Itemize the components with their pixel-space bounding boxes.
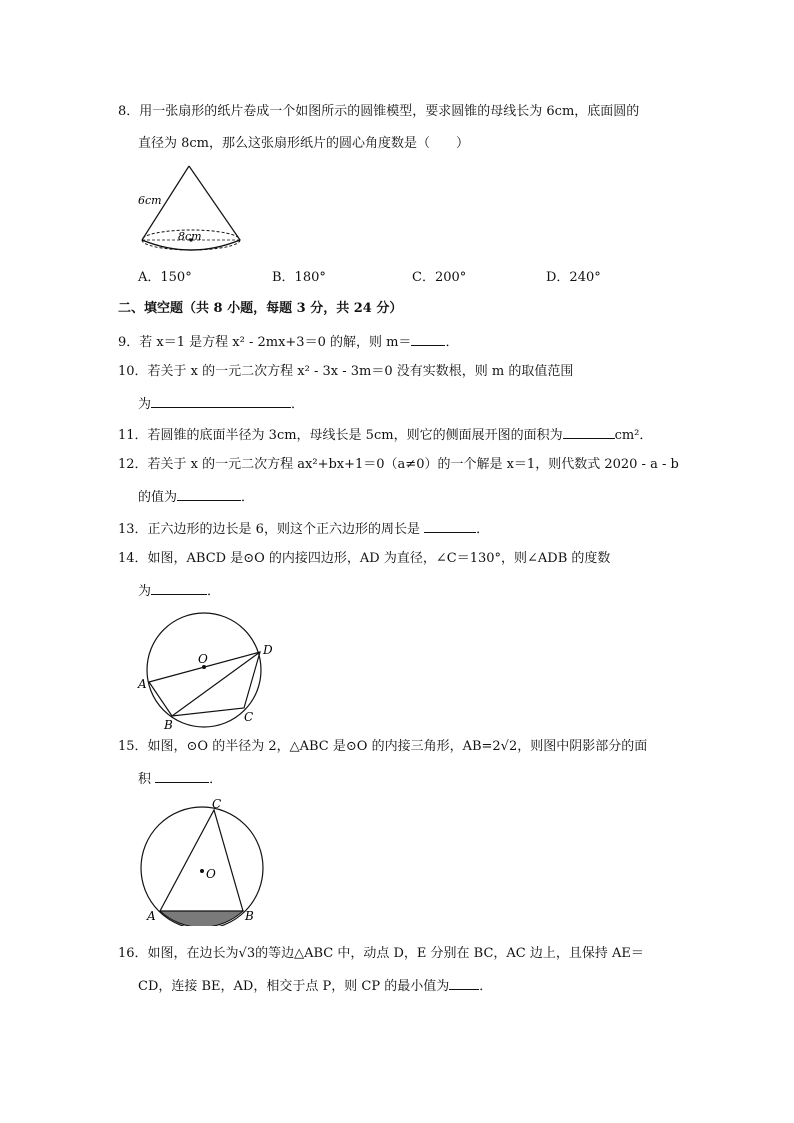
q15-line2: 积 ． — [138, 768, 222, 790]
cone-diameter-label: 8cm — [178, 230, 202, 243]
q10-line2: 为 ． — [138, 393, 304, 415]
q9: 9．若 x＝1 是方程 x² - 2mx+3＝0 的解，则 m＝ ． — [118, 331, 458, 353]
q12-line1: 12．若关于 x 的一元二次方程 ax²+bx+1＝0（a≠0）的一个解是 x＝1，则代数式 2020 - a - b — [118, 457, 679, 472]
cone-slant-label: 6cm — [138, 194, 162, 207]
q14-label-a: A — [138, 677, 147, 691]
q10-line1: 10．若关于 x 的一元二次方程 x² - 3x - 3m＝0 没有实数根，则 m 的取值范围 — [118, 364, 574, 379]
q8-choice-d: D．240° — [546, 270, 601, 285]
q8-choice-c: C．200° — [412, 270, 467, 285]
q16-line2: CD，连接 BE，AD，相交于点 P，则 CP 的最小值为 ． — [138, 975, 492, 997]
cone-figure — [132, 160, 252, 260]
q9-answer-blank — [411, 331, 445, 346]
q8-line1: 8．用一张扇形的纸片卷成一个如图所示的圆锥模型，要求圆锥的母线长为 6cm，底面圆的 — [118, 104, 640, 119]
q8-choice-a: A．150° — [138, 270, 192, 285]
q14-circle-figure — [132, 608, 282, 732]
q15-label-b: B — [245, 909, 254, 923]
q15-line1: 15．如图，⊙O 的半径为 2，△ABC 是⊙O 的内接三角形，AB=2√2，则图中阴影部分的面 — [118, 739, 648, 754]
q12-answer-blank — [177, 486, 241, 501]
q8-line2: 直径为 8cm，那么这张扇形纸片的圆心角度数是（ ） — [138, 136, 470, 151]
q9-text: 9．若 x＝1 是方程 x² - 2mx+3＝0 的解，则 m＝ — [118, 335, 412, 350]
q14-label-o: O — [198, 652, 208, 666]
q15-label-c: C — [212, 797, 222, 811]
q12-line2: 的值为 ． — [138, 486, 254, 508]
q14-line2: 为 ． — [138, 580, 220, 602]
q15-label-a: A — [147, 909, 156, 923]
q15-label-o: O — [206, 867, 216, 881]
q14-label-c: C — [244, 710, 254, 724]
q14-label-b: B — [164, 718, 173, 732]
q16-line1: 16．如图，在边长为√3的等边△ABC 中，动点 D，E 分别在 BC，AC 边上，且保持 AE＝ — [118, 946, 644, 961]
q14-label-d: D — [263, 643, 273, 657]
q15-circle-figure — [132, 796, 272, 926]
q13: 13．正六边形的边长是 6，则这个正六边形的周长是 ． — [118, 518, 489, 540]
q13-answer-blank — [424, 518, 476, 533]
q8-choice-b: B．180° — [272, 270, 326, 285]
q16-answer-blank — [449, 975, 479, 990]
q15-answer-blank — [155, 768, 209, 783]
q14-answer-blank — [151, 580, 207, 595]
q10-answer-blank — [151, 393, 291, 408]
q11: 11．若圆锥的底面半径为 3cm，母线长是 5cm，则它的侧面展开图的面积为 cm²． — [118, 424, 652, 446]
q11-answer-blank — [563, 424, 615, 439]
q14-line1: 14．如图，ABCD 是⊙O 的内接四边形，AD 为直径，∠C＝130°，则∠ADB 的度数 — [118, 551, 611, 566]
section-title: 二、填空题（共 8 小题，每题 3 分，共 24 分） — [118, 301, 403, 316]
